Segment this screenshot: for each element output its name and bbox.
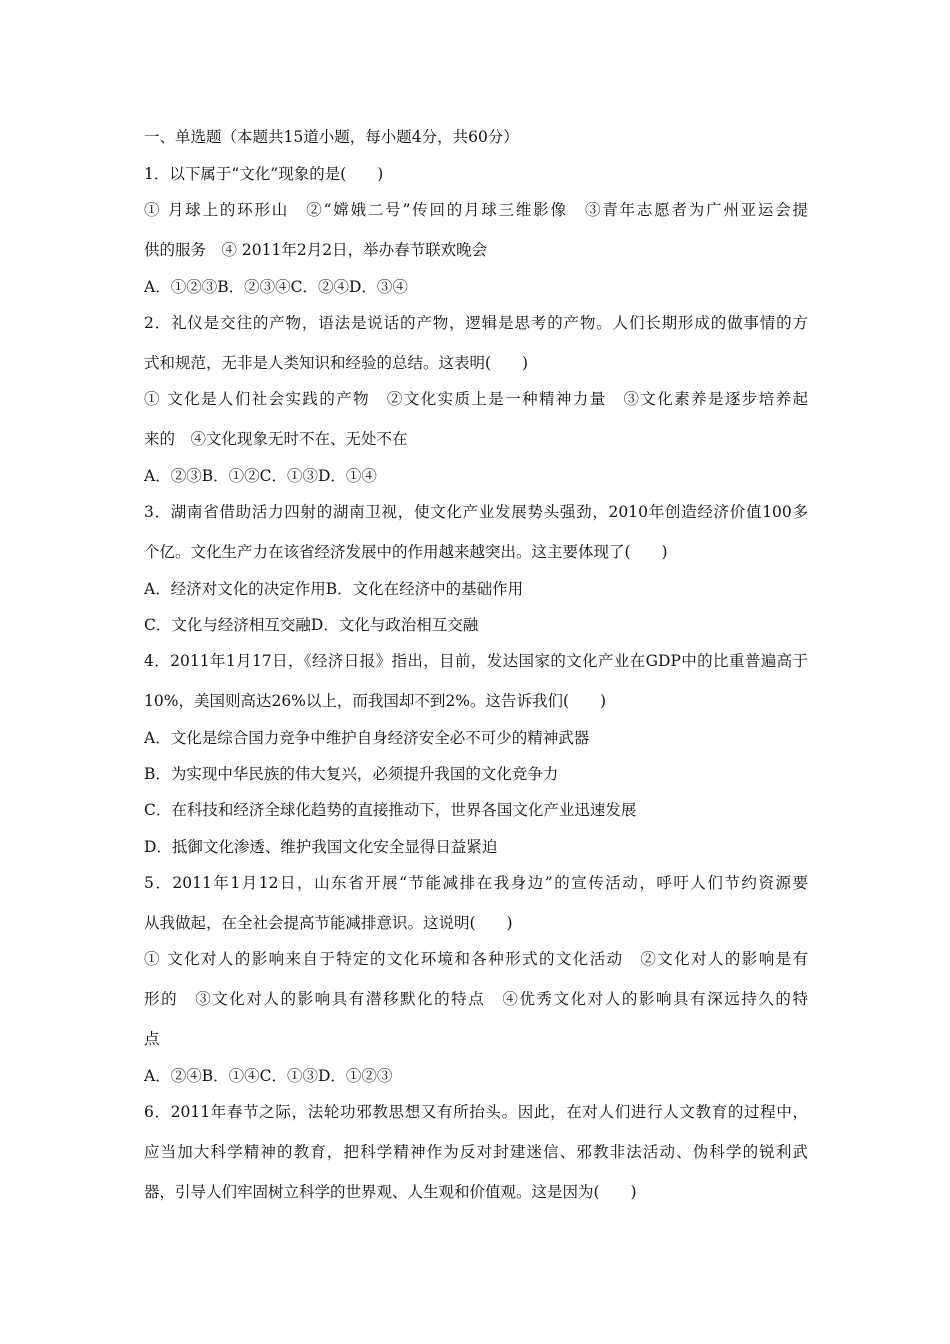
question-5-statements: 形的 ③文化对人的影响具有潜移默化的特点 ④优秀文化对人的影响具有深远持久的特 (144, 990, 808, 1008)
question-2-statements: ① 文化是人们社会实践的产物 ②文化实质上是一种精神力量 ③文化素养是逐步培养起 (144, 390, 808, 408)
question-6-stem: 器，引导人们牢固树立科学的世界观、人生观和价值观。这是因为( ) (144, 1183, 637, 1201)
question-1-statements: 供的服务 ④ 2011年2月2日，举办春节联欢晚会 (144, 241, 488, 259)
question-2-stem: 2．礼仪是交往的产物，语法是说话的产物，逻辑是思考的产物。人们长期形成的做事情的方 (144, 314, 808, 332)
question-5-statements: ① 文化对人的影响来自于特定的文化环境和各种形式的文化活动 ②文化对人的影响是有 (144, 950, 808, 968)
question-4-option-d: D．抵御文化渗透、维护我国文化安全显得日益紧迫 (144, 838, 498, 856)
question-5-statements: 点 (144, 1030, 160, 1048)
question-3-stem: 3．湖南省借助活力四射的湖南卫视，使文化产业发展势头强劲，2010年创造经济价值100多 (144, 503, 808, 521)
section-heading: 一、单选题（本题共15道小题，每小题4分，共60分） (144, 128, 519, 146)
question-5-options: A．②④B．①④C．①③D．①②③ (144, 1067, 393, 1085)
question-1-stem: 1．以下属于“文化”现象的是( ) (144, 165, 384, 183)
question-4-stem: 10%，美国则高达26%以上，而我国却不到2%。这告诉我们( ) (144, 692, 607, 710)
question-2-statements: 来的 ④文化现象无时不在、无处不在 (144, 430, 408, 448)
question-1-options: A．①②③B．②③④C．②④D．③④ (144, 278, 408, 296)
question-4-option-b: B．为实现中华民族的伟大复兴，必须提升我国的文化竞争力 (144, 765, 559, 783)
question-3-options: C．文化与经济相互交融D．文化与政治相互交融 (144, 616, 479, 634)
question-3-options: A．经济对文化的决定作用B．文化在经济中的基础作用 (144, 580, 524, 598)
question-4-stem: 4．2011年1月17日，《经济日报》指出，目前，发达国家的文化产业在GDP中的比重普遍高于 (144, 652, 808, 670)
question-3-stem: 个亿。文化生产力在该省经济发展中的作用越来越突出。这主要体现了( ) (144, 543, 668, 561)
question-6-stem: 6．2011年春节之际，法轮功邪教思想又有所抬头。因此，在对人们进行人文教育的过程中， (144, 1103, 808, 1121)
question-2-stem: 式和规范，无非是人类知识和经验的总结。这表明( ) (144, 354, 529, 372)
question-6-stem: 应当加大科学精神的教育，把科学精神作为反对封建迷信、邪教非法活动、伪科学的锐利武 (144, 1143, 808, 1161)
question-4-option-a: A．文化是综合国力竞争中维护自身经济安全必不可少的精神武器 (144, 729, 590, 747)
question-5-stem: 5．2011年1月12日，山东省开展“节能减排在我身边”的宣传活动，呼吁人们节约资源要 (144, 874, 808, 892)
question-2-options: A．②③B．①②C．①③D．①④ (144, 467, 377, 485)
question-5-stem: 从我做起，在全社会提高节能减排意识。这说明( ) (144, 914, 513, 932)
question-1-statements: ① 月球上的环形山 ②“嫦娥二号”传回的月球三维影像 ③青年志愿者为广州亚运会提 (144, 201, 808, 219)
question-4-option-c: C．在科技和经济全球化趋势的直接推动下，世界各国文化产业迅速发展 (144, 801, 637, 819)
